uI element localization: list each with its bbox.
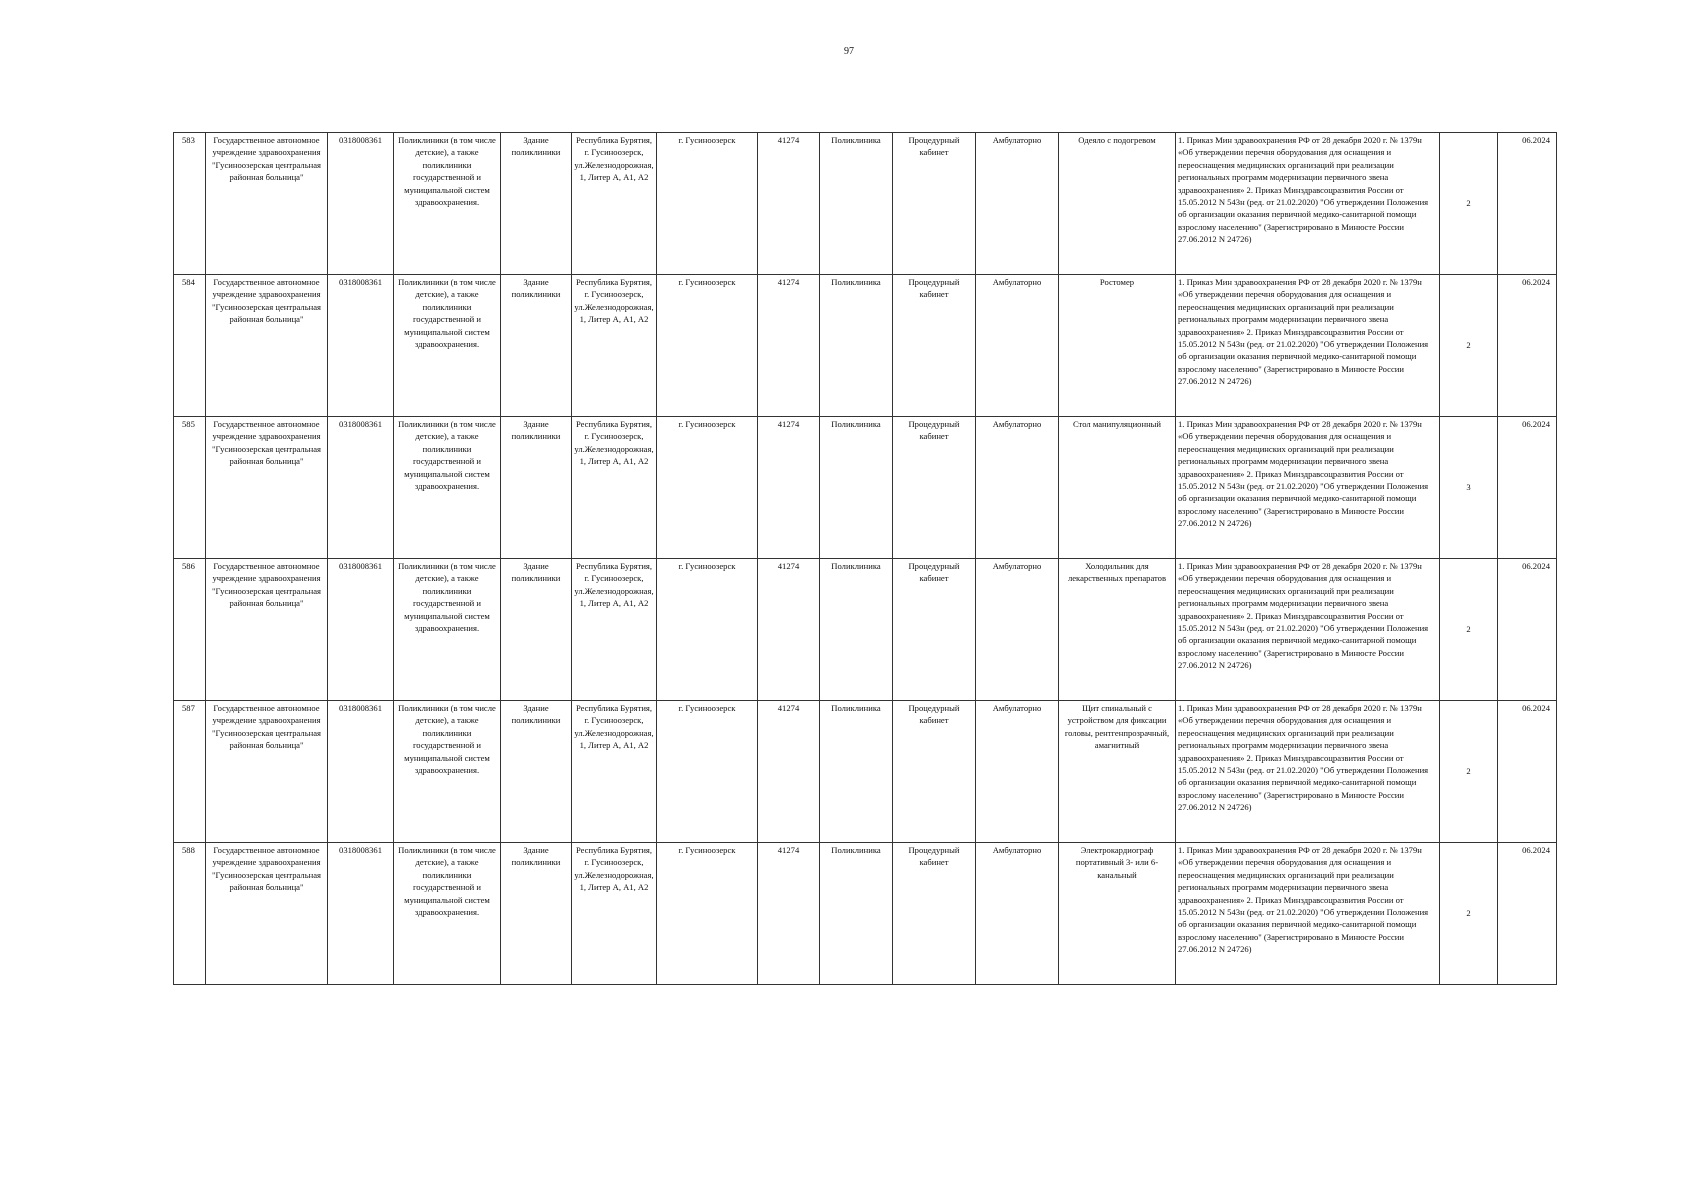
cell-organization: Государственное автономное учреждение здравоохранения "Гусиноозерская центральная районная больница" <box>206 559 328 701</box>
cell-organization: Государственное автономное учреждение здравоохранения "Гусиноозерская центральная районная больница" <box>206 133 328 275</box>
cell-building: Здание поликлиники <box>501 559 572 701</box>
cell-equipment: Одеяло с подогревом <box>1059 133 1176 275</box>
cell-date: 06.2024 <box>1498 559 1557 701</box>
cell-quantity: 2 <box>1440 559 1498 701</box>
cell-equipment: Щит спинальный с устройством для фиксации головы, рентгенпрозрачный, амагнитный <box>1059 701 1176 843</box>
cell-address: Республика Бурятия, г. Гусиноозерск, ул.Железнодорожная, 1, Литер А, А1, А2 <box>572 417 657 559</box>
cell-unit: Поликлиника <box>820 133 893 275</box>
cell-facility-type: Поликлиники (в том числе детские), а также поликлиники государственной и муниципальной систем здравоохранения. <box>394 559 501 701</box>
cell-row-number: 588 <box>174 843 206 985</box>
cell-legal-basis: 1. Приказ Мин здравоохранения РФ от 28 декабря 2020 г. № 1379н «Об утверждении перечня оборудования для оснащения и переоснащения медицинских организаций при реализации региональных программ модернизации первичного звена здравоохранения» 2. Приказ Минздравсоцразвития России от 15.05.2012 N 543н (ред. от 21.02.2020) "Об утверждении Положения об организации оказания первичной медико-санитарной помощи взрослому населению" (Зарегистрировано в Минюсте России 27.06.2012 N 24726) <box>1176 133 1440 275</box>
table-row <box>174 701 1557 843</box>
cell-organization: Государственное автономное учреждение здравоохранения "Гусиноозерская центральная районная больница" <box>206 701 328 843</box>
cell-row-number: 584 <box>174 275 206 417</box>
cell-equipment: Холодильник для лекарственных препаратов <box>1059 559 1176 701</box>
cell-organization: Государственное автономное учреждение здравоохранения "Гусиноозерская центральная районная больница" <box>206 843 328 985</box>
cell-org-code: 0318008361 <box>328 417 394 559</box>
cell-org-code: 0318008361 <box>328 701 394 843</box>
cell-unit: Поликлиника <box>820 843 893 985</box>
cell-city: г. Гусиноозерск <box>657 417 758 559</box>
cell-unit: Поликлиника <box>820 417 893 559</box>
cell-legal-basis: 1. Приказ Мин здравоохранения РФ от 28 декабря 2020 г. № 1379н «Об утверждении перечня оборудования для оснащения и переоснащения медицинских организаций при реализации региональных программ модернизации первичного звена здравоохранения» 2. Приказ Минздравсоцразвития России от 15.05.2012 N 543н (ред. от 21.02.2020) "Об утверждении Положения об организации оказания первичной медико-санитарной помощи взрослому населению" (Зарегистрировано в Минюсте России 27.06.2012 N 24726) <box>1176 701 1440 843</box>
cell-room: Процедурный кабинет <box>893 701 976 843</box>
cell-room: Процедурный кабинет <box>893 559 976 701</box>
cell-room: Процедурный кабинет <box>893 417 976 559</box>
table-row <box>174 275 1557 417</box>
cell-care-form: Амбулаторно <box>976 275 1059 417</box>
cell-date: 06.2024 <box>1498 417 1557 559</box>
cell-care-form: Амбулаторно <box>976 701 1059 843</box>
cell-room: Процедурный кабинет <box>893 133 976 275</box>
cell-city: г. Гусиноозерск <box>657 133 758 275</box>
cell-unit: Поликлиника <box>820 701 893 843</box>
cell-equipment: Ростомер <box>1059 275 1176 417</box>
cell-date: 06.2024 <box>1498 843 1557 985</box>
cell-legal-basis: 1. Приказ Мин здравоохранения РФ от 28 декабря 2020 г. № 1379н «Об утверждении перечня оборудования для оснащения и переоснащения медицинских организаций при реализации региональных программ модернизации первичного звена здравоохранения» 2. Приказ Минздравсоцразвития России от 15.05.2012 N 543н (ред. от 21.02.2020) "Об утверждении Положения об организации оказания первичной медико-санитарной помощи взрослому населению" (Зарегистрировано в Минюсте России 27.06.2012 N 24726) <box>1176 843 1440 985</box>
cell-care-form: Амбулаторно <box>976 133 1059 275</box>
cell-address: Республика Бурятия, г. Гусиноозерск, ул.Железнодорожная, 1, Литер А, А1, А2 <box>572 701 657 843</box>
cell-address: Республика Бурятия, г. Гусиноозерск, ул.Железнодорожная, 1, Литер А, А1, А2 <box>572 843 657 985</box>
cell-quantity: 2 <box>1440 275 1498 417</box>
cell-address: Республика Бурятия, г. Гусиноозерск, ул.Железнодорожная, 1, Литер А, А1, А2 <box>572 559 657 701</box>
cell-oktmo: 41274 <box>758 133 820 275</box>
cell-building: Здание поликлиники <box>501 417 572 559</box>
cell-care-form: Амбулаторно <box>976 843 1059 985</box>
cell-org-code: 0318008361 <box>328 275 394 417</box>
cell-facility-type: Поликлиники (в том числе детские), а также поликлиники государственной и муниципальной систем здравоохранения. <box>394 133 501 275</box>
cell-organization: Государственное автономное учреждение здравоохранения "Гусиноозерская центральная районная больница" <box>206 275 328 417</box>
cell-row-number: 586 <box>174 559 206 701</box>
cell-date: 06.2024 <box>1498 701 1557 843</box>
cell-legal-basis: 1. Приказ Мин здравоохранения РФ от 28 декабря 2020 г. № 1379н «Об утверждении перечня оборудования для оснащения и переоснащения медицинских организаций при реализации региональных программ модернизации первичного звена здравоохранения» 2. Приказ Минздравсоцразвития России от 15.05.2012 N 543н (ред. от 21.02.2020) "Об утверждении Положения об организации оказания первичной медико-санитарной помощи взрослому населению" (Зарегистрировано в Минюсте России 27.06.2012 N 24726) <box>1176 417 1440 559</box>
equipment-table <box>173 132 1557 985</box>
cell-equipment: Стол манипуляционный <box>1059 417 1176 559</box>
cell-quantity: 2 <box>1440 133 1498 275</box>
cell-address: Республика Бурятия, г. Гусиноозерск, ул.Железнодорожная, 1, Литер А, А1, А2 <box>572 275 657 417</box>
cell-row-number: 587 <box>174 701 206 843</box>
cell-legal-basis: 1. Приказ Мин здравоохранения РФ от 28 декабря 2020 г. № 1379н «Об утверждении перечня оборудования для оснащения и переоснащения медицинских организаций при реализации региональных программ модернизации первичного звена здравоохранения» 2. Приказ Минздравсоцразвития России от 15.05.2012 N 543н (ред. от 21.02.2020) "Об утверждении Положения об организации оказания первичной медико-санитарной помощи взрослому населению" (Зарегистрировано в Минюсте России 27.06.2012 N 24726) <box>1176 559 1440 701</box>
cell-room: Процедурный кабинет <box>893 275 976 417</box>
cell-facility-type: Поликлиники (в том числе детские), а также поликлиники государственной и муниципальной систем здравоохранения. <box>394 701 501 843</box>
cell-facility-type: Поликлиники (в том числе детские), а также поликлиники государственной и муниципальной систем здравоохранения. <box>394 843 501 985</box>
cell-oktmo: 41274 <box>758 701 820 843</box>
cell-room: Процедурный кабинет <box>893 843 976 985</box>
table-row <box>174 559 1557 701</box>
cell-city: г. Гусиноозерск <box>657 701 758 843</box>
cell-city: г. Гусиноозерск <box>657 843 758 985</box>
cell-building: Здание поликлиники <box>501 275 572 417</box>
cell-organization: Государственное автономное учреждение здравоохранения "Гусиноозерская центральная районная больница" <box>206 417 328 559</box>
cell-quantity: 2 <box>1440 701 1498 843</box>
cell-row-number: 583 <box>174 133 206 275</box>
cell-city: г. Гусиноозерск <box>657 559 758 701</box>
table-row <box>174 843 1557 985</box>
cell-org-code: 0318008361 <box>328 133 394 275</box>
cell-quantity: 3 <box>1440 417 1498 559</box>
cell-care-form: Амбулаторно <box>976 417 1059 559</box>
table-row <box>174 417 1557 559</box>
cell-row-number: 585 <box>174 417 206 559</box>
page-number: 97 <box>844 46 854 57</box>
cell-oktmo: 41274 <box>758 843 820 985</box>
cell-oktmo: 41274 <box>758 275 820 417</box>
cell-org-code: 0318008361 <box>328 843 394 985</box>
cell-address: Республика Бурятия, г. Гусиноозерск, ул.Железнодорожная, 1, Литер А, А1, А2 <box>572 133 657 275</box>
cell-city: г. Гусиноозерск <box>657 275 758 417</box>
cell-building: Здание поликлиники <box>501 701 572 843</box>
cell-quantity: 2 <box>1440 843 1498 985</box>
cell-oktmo: 41274 <box>758 417 820 559</box>
cell-care-form: Амбулаторно <box>976 559 1059 701</box>
cell-oktmo: 41274 <box>758 559 820 701</box>
cell-date: 06.2024 <box>1498 275 1557 417</box>
cell-unit: Поликлиника <box>820 275 893 417</box>
cell-building: Здание поликлиники <box>501 133 572 275</box>
cell-equipment: Электрокардиограф портативный 3- или 6-канальный <box>1059 843 1176 985</box>
cell-facility-type: Поликлиники (в том числе детские), а также поликлиники государственной и муниципальной систем здравоохранения. <box>394 417 501 559</box>
cell-org-code: 0318008361 <box>328 559 394 701</box>
cell-facility-type: Поликлиники (в том числе детские), а также поликлиники государственной и муниципальной систем здравоохранения. <box>394 275 501 417</box>
cell-date: 06.2024 <box>1498 133 1557 275</box>
cell-building: Здание поликлиники <box>501 843 572 985</box>
cell-legal-basis: 1. Приказ Мин здравоохранения РФ от 28 декабря 2020 г. № 1379н «Об утверждении перечня оборудования для оснащения и переоснащения медицинских организаций при реализации региональных программ модернизации первичного звена здравоохранения» 2. Приказ Минздравсоцразвития России от 15.05.2012 N 543н (ред. от 21.02.2020) "Об утверждении Положения об организации оказания первичной медико-санитарной помощи взрослому населению" (Зарегистрировано в Минюсте России 27.06.2012 N 24726) <box>1176 275 1440 417</box>
table-row <box>174 133 1557 275</box>
cell-unit: Поликлиника <box>820 559 893 701</box>
